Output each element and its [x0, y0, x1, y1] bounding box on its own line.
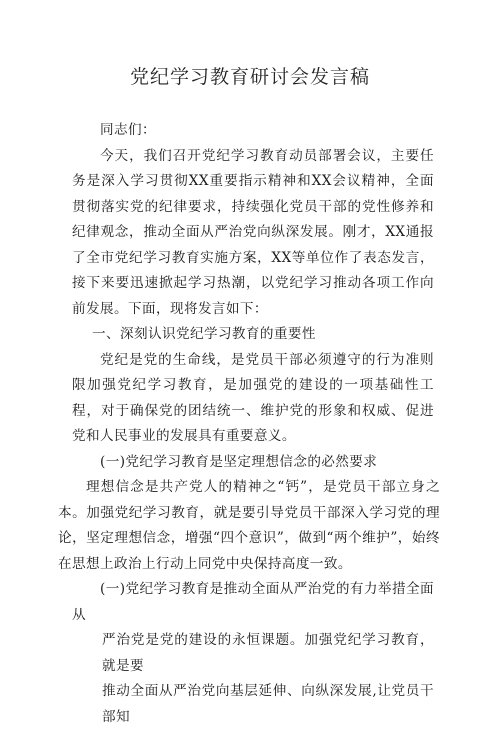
- subsection-paragraph-line: 严治党是党的建设的永恒课题。加强党纪学习教育，就是要: [102, 632, 434, 674]
- section-paragraph: 党纪是党的生命线，是党员干部必须遵守的行为准则限加强党纪学习教育，是加强党的建设的一项基础性工程，对于确保党的团结统一、维护党的形象和权威、促进党和人民事业的发展具有重要意义。: [72, 351, 434, 444]
- page-title: 党纪学习教育研讨会发言稿: [129, 66, 370, 88]
- intro-paragraph: 今天，我们召开党纪学习教育动员部署会议，主要任务是深入学习贯彻XX重要指示精神和XX会议精神，全面贯彻落实党的纪律要求，持续强化党员干部的党性修养和纪律观念，推动全面从严治党向纵深发展。刚才，XX通报了全市党纪学习教育实施方案，XX等单位作了表态发言，接下来要迅速掀起学习热潮，以党纪学习推动各项工作向前发展。下面，现将发言如下：: [72, 147, 434, 317]
- section-heading: 一、深刻认识党纪学习教育的重要性: [92, 326, 316, 342]
- subsection-heading: (一)党纪学习教育是坚定理想信念的必然要求: [100, 453, 378, 470]
- subsection-heading: (一)党纪学习教育是推动全面从严治党的有力举措全面从: [72, 581, 434, 623]
- subsection-paragraph: 理想信念是共产党人的精神之“钙”，是党员干部立身之本。加强党纪学习教育，就是要引导党员干部深入学习党的理论，坚定理想信念，增强“四个意识”，做到“两个维护”，始终在思想上政治上行动上同党中央保持高度一致。: [58, 479, 440, 572]
- salutation: 同志们：: [100, 122, 156, 138]
- document-body: [58, 118, 440, 730]
- subsection-paragraph-line: 推动全面从严治党向基层延伸、向纵深发展,让党员干部知: [102, 683, 434, 725]
